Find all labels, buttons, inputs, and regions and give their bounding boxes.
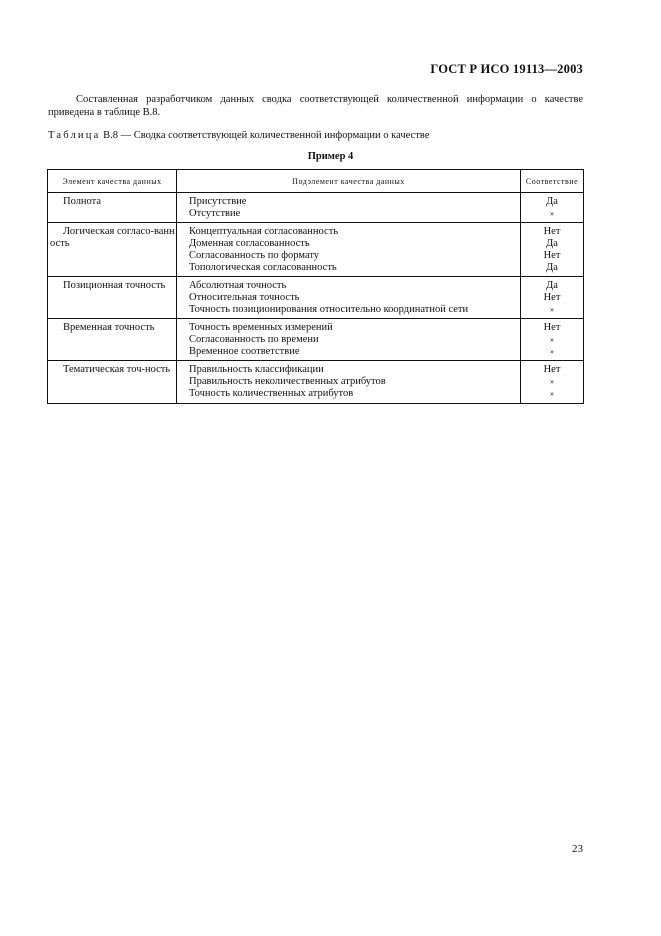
- conformance-cell: [521, 193, 584, 223]
- element-name: Тематическая точ-ность: [63, 364, 171, 376]
- subelement-item: Топологическая согласованность: [189, 261, 337, 273]
- table-row: [48, 223, 584, 277]
- subelement-item: Присутствие: [189, 196, 247, 207]
- subelement-item: Точность количественных атрибутов: [189, 387, 354, 399]
- example-title: Пример 4: [307, 151, 354, 162]
- subelement-item: Относительная точность: [189, 291, 300, 303]
- subelement-item: Правильность классификации: [189, 364, 324, 376]
- subelement-cell: [177, 223, 521, 277]
- subelement-item: Концептуальная согласованность: [189, 226, 339, 238]
- table-row: [48, 319, 584, 361]
- conformance-value: »: [550, 346, 554, 356]
- conformance-value: Да: [546, 196, 558, 207]
- table-caption-text: В.8 — Сводка соответствующей количественной информации о качестве: [103, 130, 430, 141]
- subelement-item: Правильность неколичественных атрибутов: [189, 376, 386, 388]
- header-conformance: Соответствие: [521, 170, 584, 193]
- conformance-cell: [521, 277, 584, 319]
- subelement-cell: [177, 193, 521, 223]
- table-row: [48, 361, 584, 403]
- element-name: Позиционная точность: [63, 280, 166, 292]
- table-caption: [48, 130, 429, 141]
- conformance-value: Нет: [543, 226, 561, 238]
- table-caption-label: Таблица: [48, 130, 101, 141]
- conformance-value: Да: [546, 238, 558, 250]
- conformance-cell: [521, 361, 584, 403]
- subelement-item: Абсолютная точность: [189, 280, 287, 292]
- element-cell: [48, 319, 177, 361]
- page-number: 23: [572, 843, 583, 855]
- table-row: [48, 193, 584, 223]
- conformance-value: Да: [546, 261, 558, 273]
- conformance-cell: [521, 319, 584, 361]
- conformance-cell: [521, 223, 584, 277]
- conformance-value: »: [550, 377, 554, 387]
- intro-paragraph: Составленная разработчиком данных сводка соответствующей количественной информации о качестве приведена в таблице В.8.: [48, 94, 583, 118]
- subelement-cell: [177, 319, 521, 361]
- document-header: ГОСТ Р ИСО 19113—2003: [430, 62, 583, 76]
- header-element: Элемент качества данных: [48, 170, 177, 193]
- conformance-value: »: [550, 208, 554, 218]
- subelement-item: Отсутствие: [189, 207, 241, 219]
- conformance-value: Нет: [543, 249, 561, 261]
- subelement-cell: [177, 277, 521, 319]
- conformance-value: »: [550, 304, 554, 314]
- conformance-value: Да: [546, 280, 558, 292]
- element-name: Временная точность: [63, 322, 155, 334]
- quality-summary-table: [47, 169, 584, 404]
- subelement-cell: [177, 361, 521, 403]
- subelement-item: Точность временных измерений: [189, 322, 333, 334]
- conformance-value: »: [550, 388, 554, 398]
- subelement-item: Доменная согласованность: [189, 238, 310, 250]
- conformance-value: Нет: [543, 291, 561, 303]
- element-cell: [48, 361, 177, 403]
- subelement-item: Временное соответствие: [189, 345, 300, 357]
- conformance-value: Нет: [543, 322, 561, 334]
- header-subelement: Подэлемент качества данных: [177, 170, 521, 193]
- element-cell: [48, 277, 177, 319]
- conformance-value: Нет: [543, 364, 561, 376]
- conformance-value: »: [550, 335, 554, 345]
- element-cell: [48, 223, 177, 277]
- element-cell: [48, 193, 177, 223]
- table-header-row: [48, 170, 584, 193]
- subelement-item: Согласованность по времени: [189, 334, 319, 346]
- subelement-item: Согласованность по формату: [189, 249, 320, 261]
- subelement-item: Точность позиционирования относительно координатной сети: [189, 303, 469, 315]
- element-name: Логическая согласо-ванность: [50, 226, 175, 250]
- table-row: [48, 277, 584, 319]
- element-name: Полнота: [63, 196, 102, 207]
